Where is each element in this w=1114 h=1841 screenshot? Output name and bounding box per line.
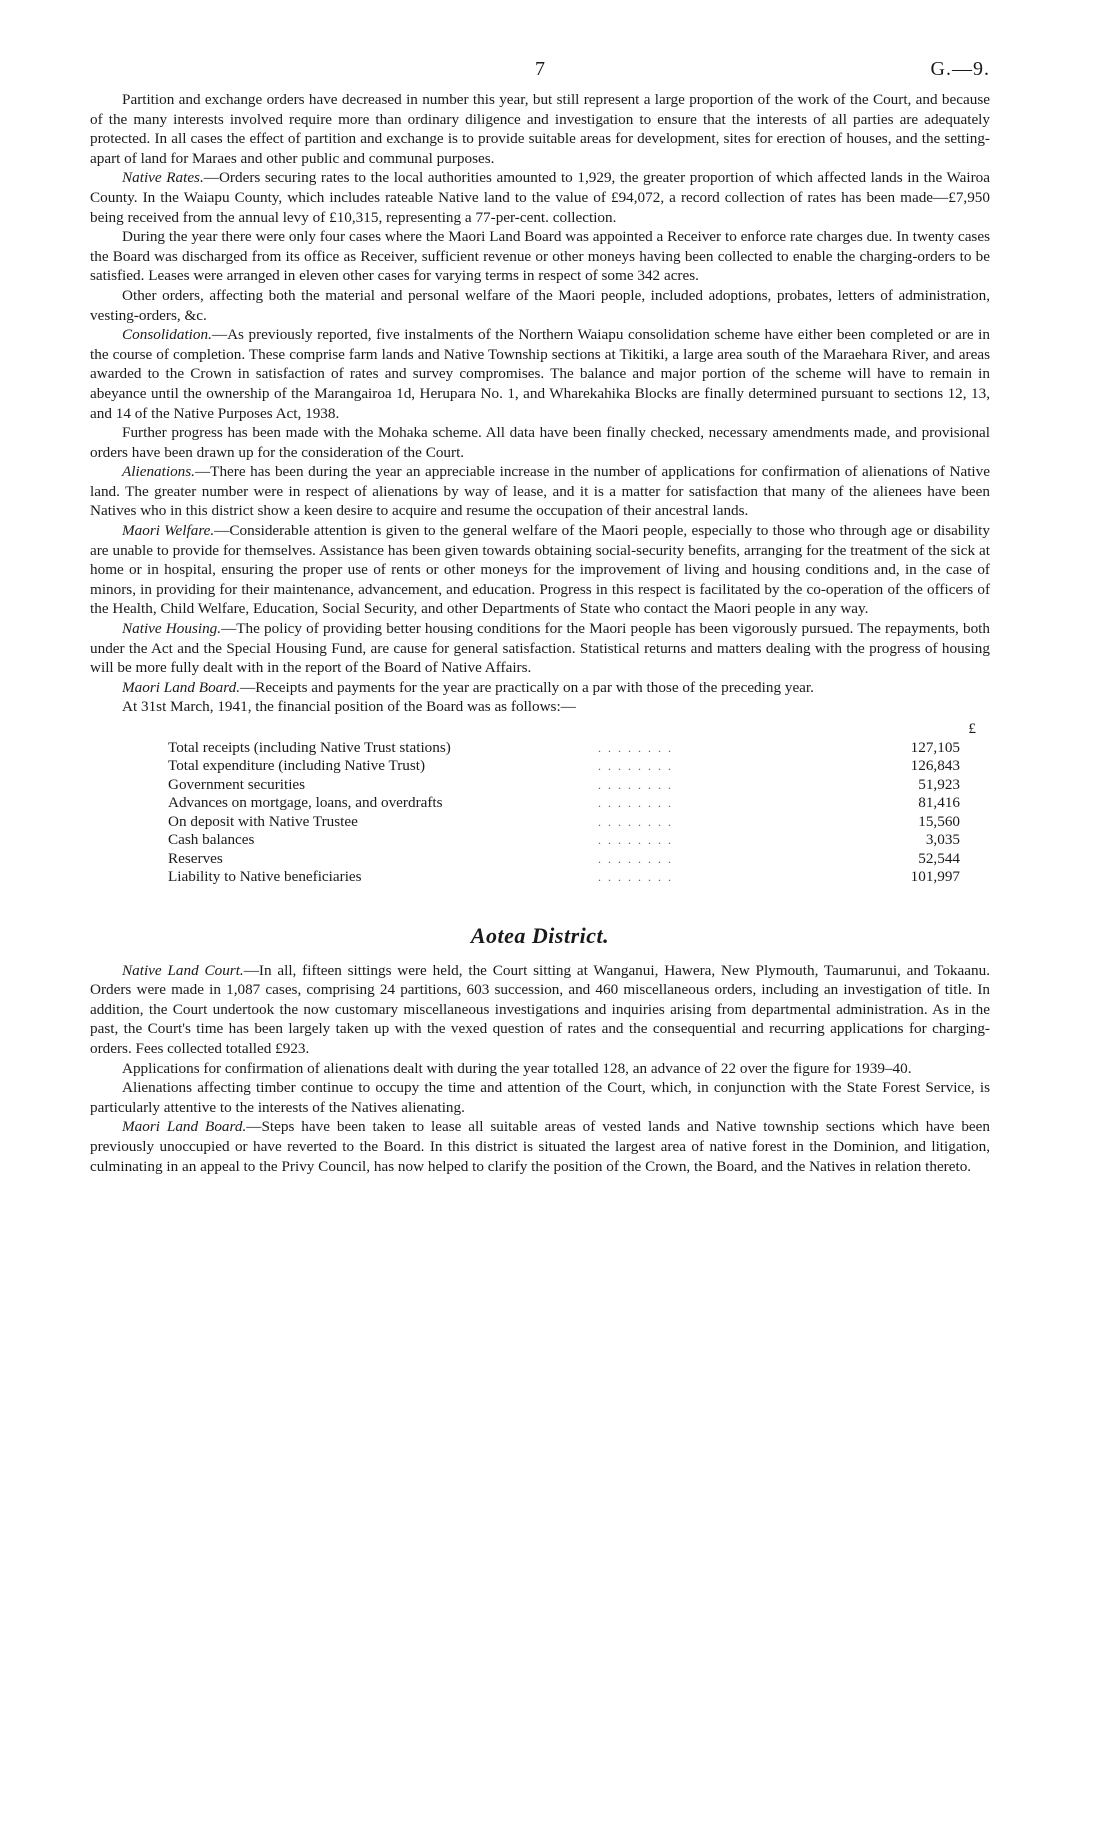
leader-dots: . . . . . . . . bbox=[598, 870, 673, 885]
paragraph-text: —Receipts and payments for the year are practically on a par with those of the preceding year. bbox=[240, 678, 814, 696]
paragraph-text: —Orders securing rates to the local authorities amounted to 1,929, the greater proportion of which affected lands in the Wairoa County. In the Waiapu County, which includes rateable Native land to the value of £94,072, a record collection of rates has been made—£7,950 being received from the annual levy of £10,315, representing a 77-per-cent. collection. bbox=[90, 169, 990, 226]
financial-statement bbox=[90, 719, 990, 887]
paragraph-text: Alienations affecting timber continue to occupy the time and attention of the Court, which, in conjunction with the State Forest Service, is particularly attentive to the interests of the Natives alienating. bbox=[90, 1079, 990, 1116]
paragraph bbox=[90, 1059, 990, 1079]
row-amount: 3,035 bbox=[925, 831, 960, 849]
row-label: Total receipts (including Native Trust stations) bbox=[168, 738, 451, 756]
leader-dots: . . . . . . . . bbox=[598, 851, 673, 866]
table-row bbox=[168, 868, 960, 887]
paragraph-text: At 31st March, 1941, the financial position of the Board was as follows:— bbox=[122, 698, 576, 716]
paragraph bbox=[90, 227, 990, 286]
paragraph-lead: Alienations. bbox=[122, 463, 195, 481]
row-label: Cash balances bbox=[168, 831, 255, 849]
paragraph bbox=[90, 678, 990, 698]
table-row bbox=[168, 850, 960, 869]
table-row bbox=[168, 739, 960, 758]
leader-dots: . . . . . . . . bbox=[598, 777, 673, 792]
table-row bbox=[168, 813, 960, 832]
paragraph-text: During the year there were only four cases where the Maori Land Board was appointed a Receiver to enforce rate charges due. In twenty cases the Board was discharged from its office as Receiver, sufficient revenue or other moneys having been collected to enable the charging-orders to be satisfied. Leases were arranged in eleven other cases for varying terms in respect of some 342 acres. bbox=[90, 228, 990, 285]
table-row bbox=[168, 831, 960, 850]
paragraph bbox=[90, 619, 990, 678]
paragraph-text: —Steps have been taken to lease all suitable areas of vested lands and Native township sections which have been previously unoccupied or have reverted to the Board. In this district is situated the largest area of native forest in the Dominion, and litigation, culminating in an appeal to the Privy Council, has now helped to clarify the position of the Crown, the Board, and the Natives in relation thereto. bbox=[90, 1118, 990, 1175]
document-code: G.—9. bbox=[930, 58, 990, 80]
leader-dots: . . . . . . . . bbox=[598, 759, 673, 774]
row-amount: 15,560 bbox=[918, 812, 960, 830]
paragraph bbox=[90, 423, 990, 462]
row-label: Government securities bbox=[168, 775, 306, 793]
paragraph-text: —There has been during the year an appreciable increase in the number of applications for confirmation of alienations of Native land. The greater number were in respect of alienations by way of lease, and it is a matter for satisfaction that many of the alienees have been Natives who in this district show a keen desire to acquire and resume the occupation of their ancestral lands. bbox=[90, 463, 990, 520]
row-amount: 52,544 bbox=[918, 849, 960, 867]
paragraph-text: —As previously reported, five instalments of the Northern Waiapu consolidation scheme have either been completed or are in the course of completion. These comprise farm lands and Native Township sections at Tikitiki, a large area south of the Maraehara River, and areas awarded to the Crown in satisfaction of rates and survey compromises. The balance and major portion of the scheme will have to remain in abeyance until the ownership of the Marangairoa 1d, Herupara No. 1, and Wharekahika Blocks are finally determined pursuant to sections 12, 13, and 14 of the Native Purposes Act, 1938. bbox=[90, 326, 990, 422]
row-amount: 126,843 bbox=[910, 757, 960, 775]
financial-table bbox=[168, 739, 960, 887]
table-row bbox=[168, 794, 960, 813]
paragraph-lead: Consolidation. bbox=[122, 326, 212, 344]
currency-symbol: £ bbox=[968, 720, 976, 737]
leader-dots: . . . . . . . . bbox=[598, 814, 673, 829]
row-label: Reserves bbox=[168, 849, 223, 867]
section-heading: Aotea District. bbox=[470, 922, 610, 948]
paragraph-text: Other orders, affecting both the material and personal welfare of the Maori people, included adoptions, probates, letters of administration, vesting-orders, &c. bbox=[90, 286, 990, 324]
paragraph-lead: Native Housing. bbox=[122, 620, 222, 638]
paragraph-lead: Native Rates. bbox=[122, 169, 204, 187]
paragraph bbox=[90, 521, 990, 619]
row-amount: 81,416 bbox=[918, 794, 960, 812]
document-page bbox=[90, 50, 990, 1176]
paragraph bbox=[90, 1078, 990, 1117]
leader-dots: . . . . . . . . bbox=[598, 740, 673, 755]
paragraph-text: —The policy of providing better housing conditions for the Maori people has been vigorously pursued. The repayments, both under the Act and the Special Housing Fund, are cause for general satisfaction. Statistical returns and matters dealing with the progress of housing will be more fully dealt with in the report of the Board of Native Affairs. bbox=[90, 620, 990, 677]
row-amount: 101,997 bbox=[910, 868, 960, 886]
paragraph bbox=[90, 168, 990, 227]
table-row bbox=[168, 757, 960, 776]
row-label: On deposit with Native Trustee bbox=[168, 812, 358, 830]
paragraph bbox=[90, 325, 990, 423]
row-amount: 127,105 bbox=[910, 738, 960, 756]
leader-dots: . . . . . . . . bbox=[598, 833, 673, 848]
body-bottom bbox=[90, 961, 990, 1177]
table-row bbox=[168, 776, 960, 795]
paragraph-lead: Maori Land Board. bbox=[122, 1118, 247, 1136]
page-header bbox=[90, 50, 990, 90]
paragraph-lead: Maori Welfare. bbox=[122, 522, 215, 540]
page-number: 7 bbox=[535, 58, 545, 80]
paragraph-lead: Maori Land Board. bbox=[122, 678, 240, 696]
leader-dots: . . . . . . . . bbox=[598, 796, 673, 811]
body-top bbox=[90, 90, 990, 717]
paragraph bbox=[90, 961, 990, 1059]
paragraph bbox=[90, 462, 990, 521]
paragraph bbox=[90, 1117, 990, 1176]
paragraph-text: Partition and exchange orders have decreased in number this year, but still represent a large proportion of the work of the Court, and because of the many interests involved require more than ordinary diligence and investigation to ensure that the interests of all parties are adequately protected. In all cases the effect of partition and exchange is to provide suitable areas for development, sites for erection of houses, and the setting-apart of land for Maraes and other public and communal purposes. bbox=[90, 91, 990, 167]
paragraph-text: Further progress has been made with the Mohaka scheme. All data have been finally checked, necessary amendments made, and provisional orders have been drawn up for the consideration of the Court. bbox=[90, 424, 990, 461]
row-amount: 51,923 bbox=[918, 775, 960, 793]
row-label: Liability to Native beneficiaries bbox=[168, 868, 362, 886]
paragraph-text: Applications for confirmation of alienations dealt with during the year totalled 128, an advance of 22 over the figure for 1939–40. bbox=[122, 1059, 912, 1077]
paragraph-text: —Considerable attention is given to the general welfare of the Maori people, especially to those who through age or disability are unable to provide for themselves. Assistance has been given towards obtaining social-security benefits, arranging for the treatment of the sick at home or in hospital, ensuring the proper use of rents or other moneys for the improvement of living and housing conditions and, in the case of minors, in providing for their maintenance, advancement, and education. Progress in this respect is facilitated by the co-operation of the officers of the Health, Child Welfare, Education, Social Security, and other Departments of State who contact the Maori people in any way. bbox=[90, 522, 990, 618]
paragraph bbox=[90, 90, 990, 168]
paragraph-lead: Native Land Court. bbox=[122, 961, 244, 979]
row-label: Advances on mortgage, loans, and overdrafts bbox=[168, 794, 443, 812]
paragraph-text: —In all, fifteen sittings were held, the Court sitting at Wanganui, Hawera, New Plymouth, Taumarunui, and Tokaanu. Orders were made in 1,087 cases, comprising 24 partitions, 603 succession, and 460 miscellaneous orders, including an investigation of title. In addition, the Court undertook the now customary miscellaneous investigations and inquiries arising from departmental administration. As in the past, the Court's time has been largely taken up with the vexed question of rates and the consequential and recurring applications for charging-orders. Fees collected totalled £923. bbox=[90, 961, 990, 1057]
row-label: Total expenditure (including Native Trust) bbox=[168, 757, 426, 775]
paragraph bbox=[90, 697, 990, 717]
paragraph bbox=[90, 286, 990, 325]
